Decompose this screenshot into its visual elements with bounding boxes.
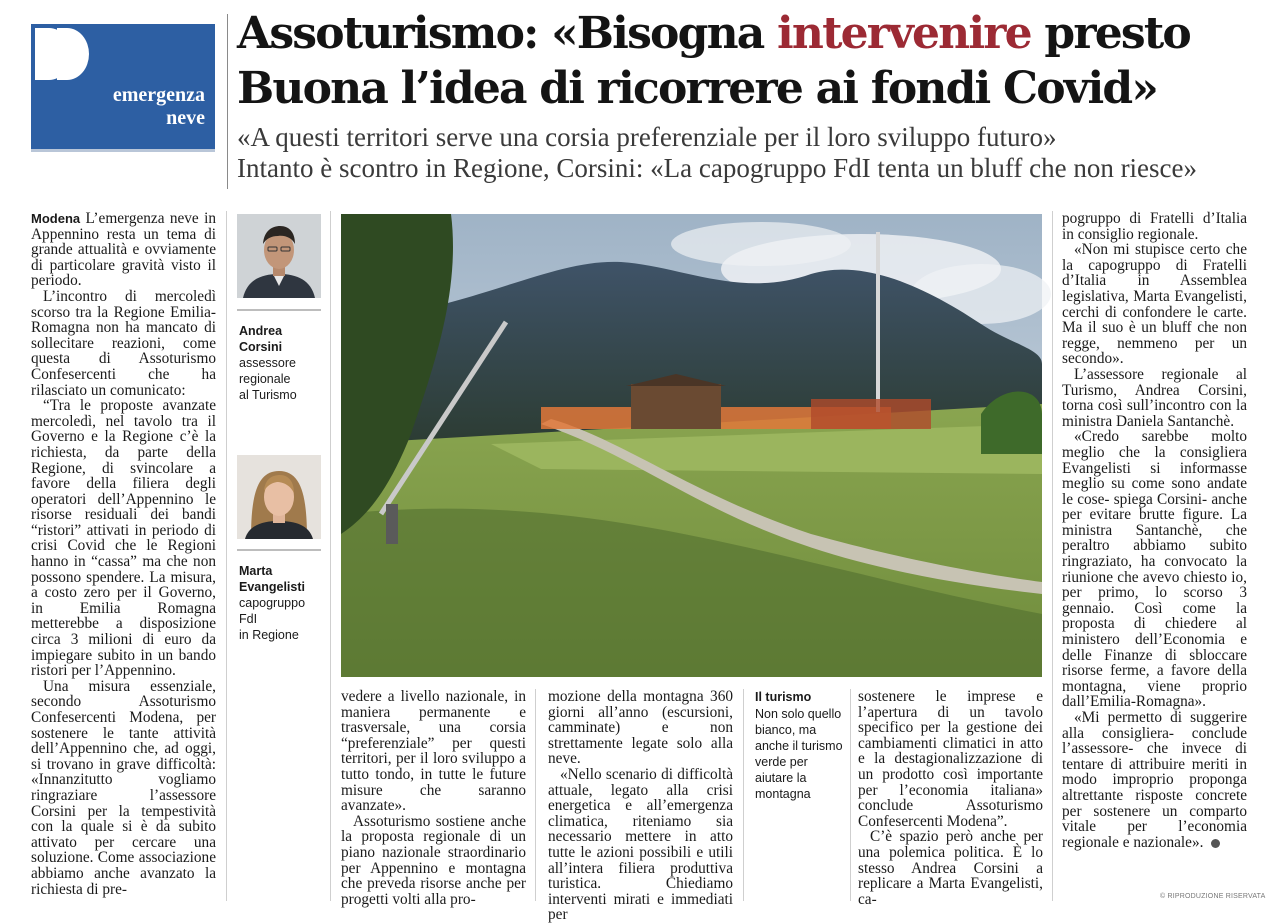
subheadline [237,122,1257,184]
person-name: Andrea Corsini [239,324,283,354]
portrait-image [237,455,321,539]
person-name: Marta Evangelisti [239,564,305,594]
article-paragraph: Una misura essenziale, secondo Assoturismo Confesercenti Modena, per sostenere le tante attività dell’Appennino che, ad oggi, si trovano in grave difficoltà: «Innanzitutto vogliamo ringraziare l’assessore Corsini per la tempestività con la quale si è da subito attivato per cercare una soluzione. Come associazione abbiamo anche avanzato la richiesta di pre- [31,677,216,898]
main-photo [341,214,1042,677]
article-paragraph: sostenere le imprese e l’apertura di un tavolo specifico per la gestione dei cambiamenti climatici in atto e la destagionalizzazione di un prodotto così importante per l’economia italiana» conclude Assoturismo Confesercenti Modena”. [858,688,1043,830]
photo-caption-text: Non solo quello bianco, ma anche il turismo verde per aiutare la montagna [755,707,843,801]
article-paragraph: pogruppo di Fratelli d’Italia in consiglio regionale. [1062,210,1247,243]
portrait-image [237,214,321,298]
article-paragraph: C’è spazio però anche per una polemica politica. È lo stesso Andrea Corsini a replicare a Marta Evangelisti, ca- [858,828,1043,908]
article-column-2 [341,688,526,908]
portrait-andrea-corsini [237,214,321,298]
article-paragraph: L’assessore regionale al Turismo, Andrea Corsini, torna così sull’incontro con la ministra Daniela Santanchè. [1062,365,1247,430]
article-paragraph: «Non mi stupisce certo che la capogruppo di Fratelli d’Italia in Assemblea legislativa, Marta Evangelisti, cerchi di confondere le carte. Ma il suo è un bluff che non regge, nemmeno per un secondo». [1062,241,1247,368]
article-paragraph: vedere a livello nazionale, in maniera permanente e trasversale, una corsia “preferenziale” per questi territori, per il loro sviluppo a tutto tondo, in tutte le future misure che saranno avanzate». [341,688,526,815]
mountain-landscape-image [341,214,1042,677]
portrait-marta-evangelisti [237,455,321,539]
copyright-notice: © RIPRODUZIONE RISERVATA [1160,893,1266,900]
article-paragraph: “Tra le proposte avanzate mercoledì, nel tavolo tra il Governo e la Regione c’è la richiesta, da parte della Regione, di svincolare a favore della filiera degli operatori dell’Appennino le risorse residuali dei bandi “ristori” attivati in periodo di crisi Covid che le Regioni hanno in “cassa” ma che non possono spendere. La misura, a costo zero per il Governo, in Emilia Romagna metterebbe a disposizione circa 3 milioni di euro da impiegare subito in un bando ristori per l’Appennino. [31,397,216,680]
headline [237,6,1237,116]
article-dateline: Modena [31,211,81,226]
article-paragraph: «Credo sarebbe molto meglio che la consigliera Evangelisti si informasse meglio su come sono andate le cose- spiega Corsini- anche per evitare brutte figure. La ministra Santanchè, che peraltro abbiamo subito ringraziato, ha convocato la riunione che avevo chiesto io, per primo, lo scorso 3 gennaio. Così come la proposta di chiedere al ministero dell’Economia e delle Finanze di sbloccare risorse ferme, a favore della montagna, viene proprio dall’Emilia-Romagna». [1062,428,1247,711]
photo-caption-title: Il turismo [755,690,812,704]
column-rule [1052,211,1053,901]
article-column-6 [1062,211,1247,886]
headline-part2: presto [1030,8,1190,59]
header-divider [227,14,228,189]
subheadline-line2: Intanto è scontro in Regione, Corsini: «La capogruppo FdI tenta un bluff che non riesce» [237,153,1198,183]
section-label-line2: neve [166,107,205,129]
article-column-3 [548,688,733,923]
column-rule [850,689,851,901]
person-divider [237,309,321,311]
headline-part1: Assoturismo: «Bisogna [237,8,777,59]
article-column-1 [31,211,216,901]
article-paragraph: «Mi permetto di suggerire alla consigliera- conclude l’assessore- che invece di tentare di attribuire meriti in modo improprio proponga altrettante risposte concrete per sostenere un comparto vitale per l’economia regionale e nazionale». [1062,709,1247,851]
person-role: capogruppo FdI in Regione [239,596,306,642]
column-rule [330,211,331,901]
section-badge [31,24,215,152]
column-rule [535,689,536,901]
article-paragraph: Assoturismo sostiene anche la proposta regionale di un piano nazionale straordinario per Appennino e montagna che preveda risorse anche per progetti volti alla pro- [341,812,526,908]
article-paragraph: Modena L’emergenza neve in Appennino resta un tema di grande attualità e ovviamente di particolare gravità visto il periodo. [31,210,216,290]
headline-highlight: intervenire [776,8,1031,59]
article-paragraph: «Nello scenario di difficoltà attuale, legato alla crisi energetica e all’emergenza climatica, riteniamo sia necessario mettere in atto tutte le azioni possibili e utili all’intera filiera produttiva turistica. Chiediamo interventi mirati e immediati per [548,765,733,923]
section-logo-icon [35,28,99,80]
article-paragraph: L’incontro di mercoledì scorso tra la Regione Emilia-Romagna non ha mancato di sollecitare reazioni, come questa di Assoturismo Confesercenti che ha rilasciato un comunicato: [31,287,216,399]
column-rule [743,689,744,901]
article-paragraph: mozione della montagna 360 giorni all’anno (escursioni, camminate) e non strettamente legate solo alla neve. [548,688,733,768]
subheadline-line1: «A questi territori serve una corsia preferenziale per il loro sviluppo futuro» [237,122,1057,152]
column-rule [226,211,227,901]
end-mark-icon [1211,839,1220,848]
article-column-5 [858,688,1043,908]
person-role: assessore regionale al Turismo [239,356,297,402]
section-label [113,84,205,130]
person-divider [237,549,321,551]
section-label-line1: emergenza [112,84,205,106]
headline-line2: Buona l’idea di ricorrere ai fondi Covid» [237,63,1158,114]
headline-line1 [237,6,1237,61]
